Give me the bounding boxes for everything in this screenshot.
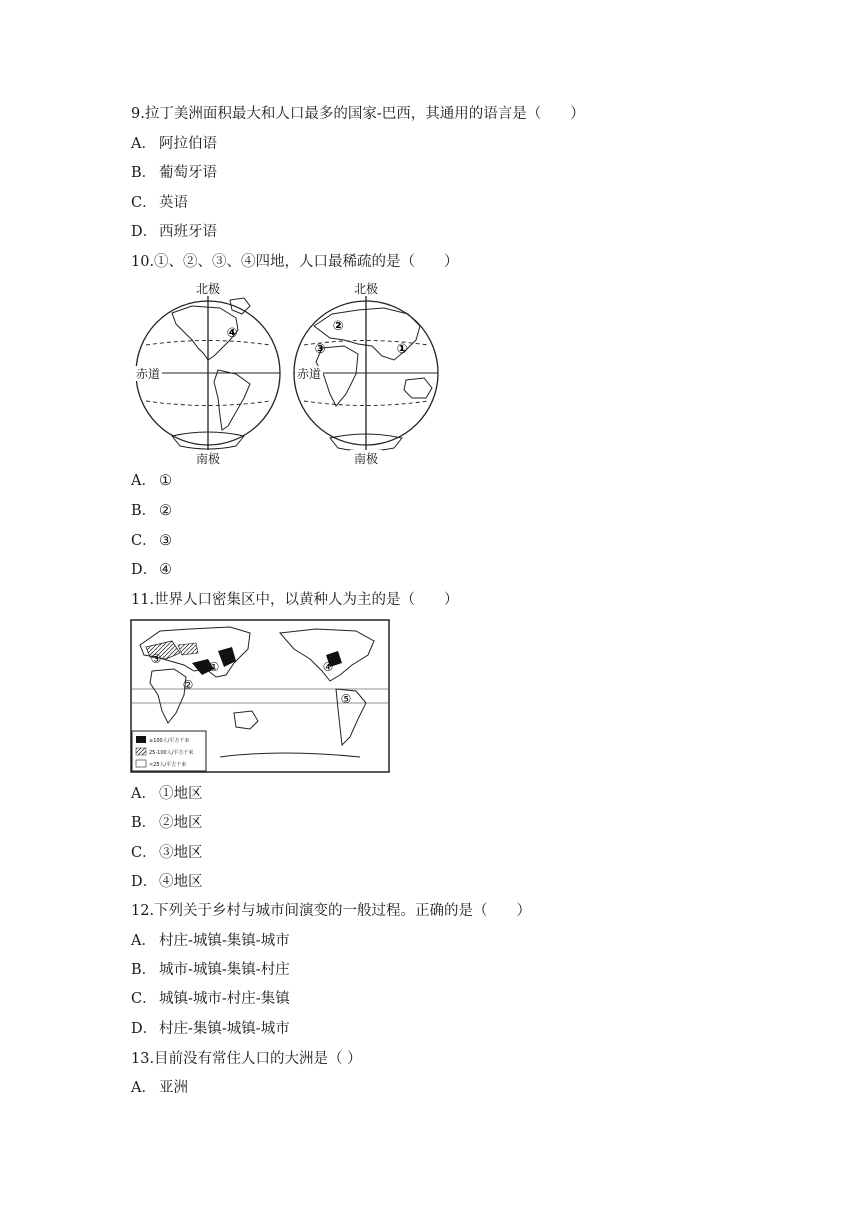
- question-12-stem: 12.下列关于乡村与城市间演变的一般过程。正确的是（ ）: [131, 903, 532, 919]
- legend-item-high: ≥100人/平方千米: [149, 738, 190, 744]
- right-equator-label: 赤道: [296, 367, 322, 381]
- question-11-option-d[interactable]: D． ④地区: [131, 874, 203, 890]
- question-11-option-c[interactable]: C． ③地区: [131, 845, 203, 861]
- question-10-option-d[interactable]: D． ④: [131, 562, 172, 578]
- question-13-option-a[interactable]: A． 亚洲: [131, 1080, 188, 1096]
- eastern-europe-density-area: [178, 643, 198, 655]
- marker-4: ④: [226, 326, 238, 341]
- question-12-option-a[interactable]: A． 村庄-城镇-集镇-城市: [131, 933, 290, 949]
- hemispheres-map-figure: [132, 278, 462, 468]
- question-11-stem: 11.世界人口密集区中，以黄种人为主的是（ ）: [131, 592, 459, 608]
- question-12-option-b[interactable]: B． 城市-城镇-集镇-村庄: [131, 962, 290, 978]
- question-9-stem: 9.拉丁美洲面积最大和人口最多的国家-巴西，其通用的语言是（ ）: [131, 106, 585, 122]
- question-9-option-b[interactable]: B． 葡萄牙语: [131, 165, 217, 181]
- question-11-option-b[interactable]: B． ②地区: [131, 815, 203, 831]
- marker-3: ③: [314, 342, 326, 357]
- marker-2: ②: [332, 319, 344, 334]
- question-13-stem: 13.目前没有常住人口的大洲是（ ）: [131, 1051, 362, 1067]
- marker-1: ①: [208, 660, 220, 674]
- left-north-pole-label: 北极: [195, 282, 221, 296]
- left-south-pole-label: 南极: [195, 452, 221, 466]
- legend-item-low: <25人/平方千米: [149, 762, 187, 768]
- question-12-option-c[interactable]: C． 城镇-城市-村庄-集镇: [131, 991, 290, 1007]
- question-9-option-c[interactable]: C． 英语: [131, 195, 188, 211]
- world-population-map-figure: [130, 619, 390, 773]
- right-south-pole-label: 南极: [353, 452, 379, 466]
- marker-4: ④: [322, 660, 334, 674]
- legend-item-medium: 25-100人/平方千米: [149, 750, 194, 756]
- marker-1: ①: [396, 342, 408, 357]
- question-10-stem: 10.①、②、③、④四地，人口最稀疏的是（ ）: [131, 254, 459, 270]
- question-9-option-d[interactable]: D． 西班牙语: [131, 224, 217, 240]
- question-10-option-c[interactable]: C． ③: [131, 533, 172, 549]
- question-10-option-b[interactable]: B． ②: [131, 503, 172, 519]
- question-10-option-a[interactable]: A． ①: [131, 473, 172, 489]
- question-9-option-a[interactable]: A． 阿拉伯语: [131, 136, 217, 152]
- map-legend: [132, 731, 206, 771]
- marker-2: ②: [182, 678, 194, 692]
- right-north-pole-label: 北极: [353, 282, 379, 296]
- left-equator-label: 赤道: [135, 367, 161, 381]
- marker-3: ③: [150, 652, 162, 666]
- question-12-option-d[interactable]: D． 村庄-集镇-城镇-城市: [131, 1021, 290, 1037]
- question-11-option-a[interactable]: A． ①地区: [131, 786, 203, 802]
- marker-5: ⑤: [340, 692, 352, 706]
